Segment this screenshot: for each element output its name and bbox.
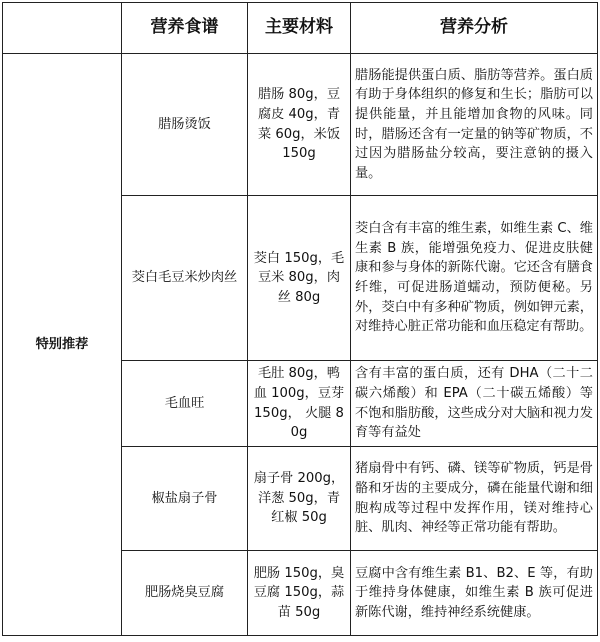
nutrition-table [2,2,598,636]
analysis-cell: 含有丰富的蛋白质，还有 DHA（二十二碳六烯酸）和 EPA（二十碳五烯酸）等不饱和脂肪酸，这些成分对大脑和视力发育等有益处 [351,361,598,447]
header-recipe: 营养食谱 [122,3,248,54]
recipe-cell: 椒盐扇子骨 [122,447,248,551]
header-materials: 主要材料 [248,3,351,54]
recipe-cell: 肥肠烧臭豆腐 [122,551,248,636]
materials-cell: 肥肠 150g，臭豆腐 150g，蒜苗 50g [248,551,351,636]
recipe-cell: 毛血旺 [122,361,248,447]
materials-cell: 毛肚 80g，鸭血 100g，豆芽 150g， 火腿 80g [248,361,351,447]
materials-cell: 腊肠 80g，豆腐皮 40g，青菜 60g，米饭 150g [248,54,351,196]
analysis-cell: 豆腐中含有维生素 B1、B2、E 等，有助于维持身体健康，如维生素 B 族可促进新陈代谢，维持神经系统健康。 [351,551,598,636]
recipe-cell: 腊肠烫饭 [122,54,248,196]
materials-cell: 茭白 150g，毛豆米 80g，肉丝 80g [248,196,351,361]
recipe-cell: 茭白毛豆米炒肉丝 [122,196,248,361]
header-analysis: 营养分析 [351,3,598,54]
table-row [3,54,598,196]
analysis-cell: 茭白含有丰富的维生素，如维生素 C、维生素 B 族，能增强免疫力、促进皮肤健康和参与身体的新陈代谢。它还含有膳食纤维，可促进肠道蠕动，预防便秘。另外，茭白中有多种矿物质，例如钾元素，对维持心脏正常功能和血压稳定有帮助。 [351,196,598,361]
materials-cell: 扇子骨 200g，洋葱 50g，青红椒 50g [248,447,351,551]
header-row [3,3,598,54]
analysis-cell: 腊肠能提供蛋白质、脂肪等营养。蛋白质有助于身体组织的修复和生长；脂肪可以提供能量，并且能增加食物的风味。同时，腊肠还含有一定量的钠等矿物质，不过因为腊肠盐分较高，要注意钠的摄入量。 [351,54,598,196]
header-empty-cell [3,3,122,54]
category-cell: 特别推荐 [3,54,122,636]
analysis-cell: 猪扇骨中有钙、磷、镁等矿物质，钙是骨骼和牙齿的主要成分，磷在能量代谢和细胞构成等过程中发挥作用，镁对维持心脏、肌肉、神经等正常功能有帮助。 [351,447,598,551]
